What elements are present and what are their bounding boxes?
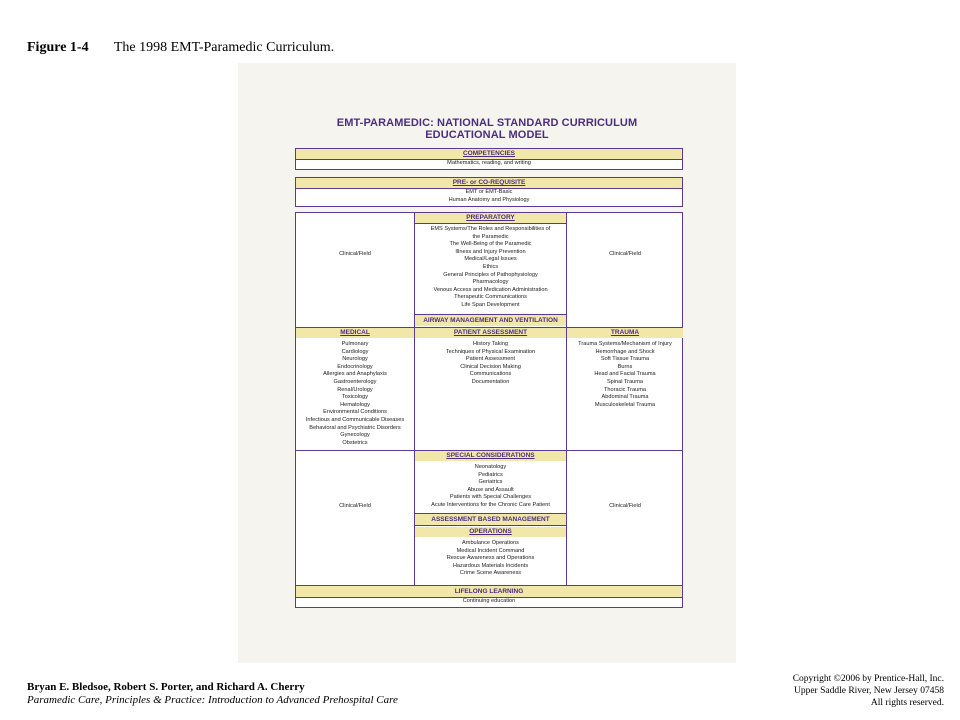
operations-section	[415, 527, 566, 587]
list-item: Spinal Trauma	[606, 378, 644, 385]
book-credits	[27, 681, 398, 707]
trauma-header: TRAUMA	[567, 328, 683, 338]
list-item: Abuse and Assault	[467, 486, 514, 493]
competencies-header: COMPETENCIES	[296, 149, 682, 159]
list-item: History Taking	[472, 341, 509, 347]
list-item: Crime Scene Awareness	[459, 570, 522, 577]
book-title: Paramedic Care, Principles & Practice: Introduction to Advanced Prehospital Care	[27, 694, 398, 706]
list-item: Geriatrics	[478, 479, 503, 486]
clinical-field-label: Clinical/Field	[339, 251, 371, 257]
list-item: Patients with Special Challenges	[449, 494, 532, 501]
list-item: Continuing education	[462, 598, 516, 604]
list-item: Ethics	[482, 263, 499, 270]
patient-assessment-header: PATIENT ASSESSMENT	[415, 328, 566, 338]
list-item: Acute Interventions for the Chronic Care Patient	[431, 501, 550, 508]
publisher-address: Upper Saddle River, New Jersey 07458	[793, 686, 944, 696]
list-item: Life Span Development	[461, 301, 520, 308]
list-item: Obstetrics	[342, 439, 368, 446]
list-item: EMS Systems/The Roles and Responsibilities of	[430, 226, 551, 232]
list-item: Trauma Systems/Mechanism of Injury	[578, 341, 672, 347]
list-item: Patient Assessment	[465, 356, 516, 363]
list-item: Behavioral and Psychiatric Disorders	[309, 424, 401, 431]
list-item: Infectious and Communicable Diseases	[305, 416, 405, 423]
list-item: Communications	[469, 371, 512, 378]
list-item: Pediatrics	[478, 471, 503, 478]
list-item: Hemorrhage and Shock	[595, 348, 655, 355]
lifelong-learning-header: LIFELONG LEARNING	[296, 586, 682, 597]
list-item: Head and Facial Trauma	[594, 371, 656, 378]
list-item: Pulmonary	[341, 341, 369, 347]
list-item: Techniques of Physical Examination	[445, 348, 536, 355]
assessment-based-section	[415, 513, 566, 526]
list-item: Medical/Legal Issues	[464, 256, 517, 263]
divider	[415, 223, 566, 224]
airway-section	[415, 314, 566, 327]
list-item: Hematology	[340, 401, 370, 408]
medical-header: MEDICAL	[296, 328, 414, 338]
list-item: The Well-Being of the Paramedic	[449, 241, 532, 248]
chart-title-line1: EMT-PARAMEDIC: NATIONAL STANDARD CURRICULUM	[336, 117, 638, 129]
main-grid	[295, 212, 683, 588]
list-item: Thoracic Trauma	[604, 386, 646, 393]
list-item: General Principles of Pathophysiology	[443, 271, 538, 278]
list-item: Rescue Awareness and Operations	[446, 555, 535, 562]
rights: All rights reserved.	[870, 698, 944, 708]
trauma-section	[567, 328, 683, 450]
list-item: Gynecology	[340, 432, 370, 439]
prerequisite-box	[295, 177, 683, 207]
list-item: Burns	[617, 363, 633, 370]
figure-title: The 1998 EMT-Paramedic Curriculum.	[113, 40, 335, 55]
list-item: Cardiology	[341, 348, 369, 355]
list-item: Allergies and Anaphylaxis	[323, 371, 387, 378]
list-item: Venous Access and Medication Administration	[433, 286, 548, 293]
figure-number: Figure 1-4	[27, 40, 89, 55]
copyright-block	[793, 673, 944, 709]
list-item: Musculoskeletal Trauma	[594, 401, 656, 408]
list-item: Clinical Decision Making	[460, 363, 521, 370]
list-item: Abdominal Trauma	[601, 394, 649, 401]
list-item: Ambulance Operations	[462, 540, 519, 546]
list-item: Illness and Injury Prevention	[455, 248, 526, 255]
clinical-field-label: Clinical/Field	[609, 251, 641, 257]
list-item: Toxicology	[341, 394, 369, 401]
list-item: Neurology	[342, 356, 368, 363]
list-item: Hazardous Materials Incidents	[452, 562, 529, 569]
special-considerations-header: SPECIAL CONSIDERATIONS	[415, 451, 566, 461]
figure-caption	[27, 40, 334, 56]
list-item: Mathematics, reading, and writing	[447, 160, 531, 166]
clinical-field-label: Clinical/Field	[339, 503, 371, 509]
preparatory-section	[415, 213, 566, 314]
list-item: Gastroenterology	[333, 378, 377, 385]
divider	[296, 597, 682, 598]
list-item: Medical Incident Command	[456, 547, 525, 554]
list-item: Neonatology	[474, 464, 507, 470]
assessment-based-header: ASSESSMENT BASED MANAGEMENT	[415, 514, 566, 525]
special-considerations-section	[415, 451, 566, 513]
list-item: Therapeutic Communications	[454, 294, 527, 301]
list-item: EMT or EMT-Basic	[465, 189, 513, 195]
patient-assessment-section	[415, 328, 566, 450]
preparatory-header: PREPARATORY	[415, 213, 566, 223]
medical-section	[296, 328, 414, 450]
list-item: the Paramedic	[472, 233, 509, 240]
list-item: Endocrinology	[337, 363, 373, 370]
list-item: Pharmacology	[472, 279, 509, 286]
list-item: Renal/Urology	[337, 386, 373, 393]
airway-header: AIRWAY MANAGEMENT AND VENTILATION	[415, 315, 566, 326]
list-item: Soft Tissue Trauma	[600, 356, 650, 363]
clinical-field-label: Clinical/Field	[609, 503, 641, 509]
copyright: Copyright ©2006 by Prentice-Hall, Inc.	[792, 674, 944, 684]
prerequisite-header: PRE- or CO-REQUISITE	[296, 178, 682, 188]
list-item: Documentation	[471, 378, 510, 385]
competencies-box	[295, 148, 683, 170]
authors: Bryan E. Bledsoe, Robert S. Porter, and Richard A. Cherry	[27, 681, 305, 693]
operations-header: OPERATIONS	[415, 527, 566, 537]
list-item: Human Anatomy and Physiology	[448, 196, 530, 203]
list-item: Environmental Conditions	[323, 409, 387, 416]
chart-title-line2: EDUCATIONAL MODEL	[425, 129, 549, 141]
curriculum-chart	[238, 63, 736, 663]
divider	[296, 159, 682, 160]
lifelong-learning-box	[295, 585, 683, 608]
divider	[296, 188, 682, 189]
